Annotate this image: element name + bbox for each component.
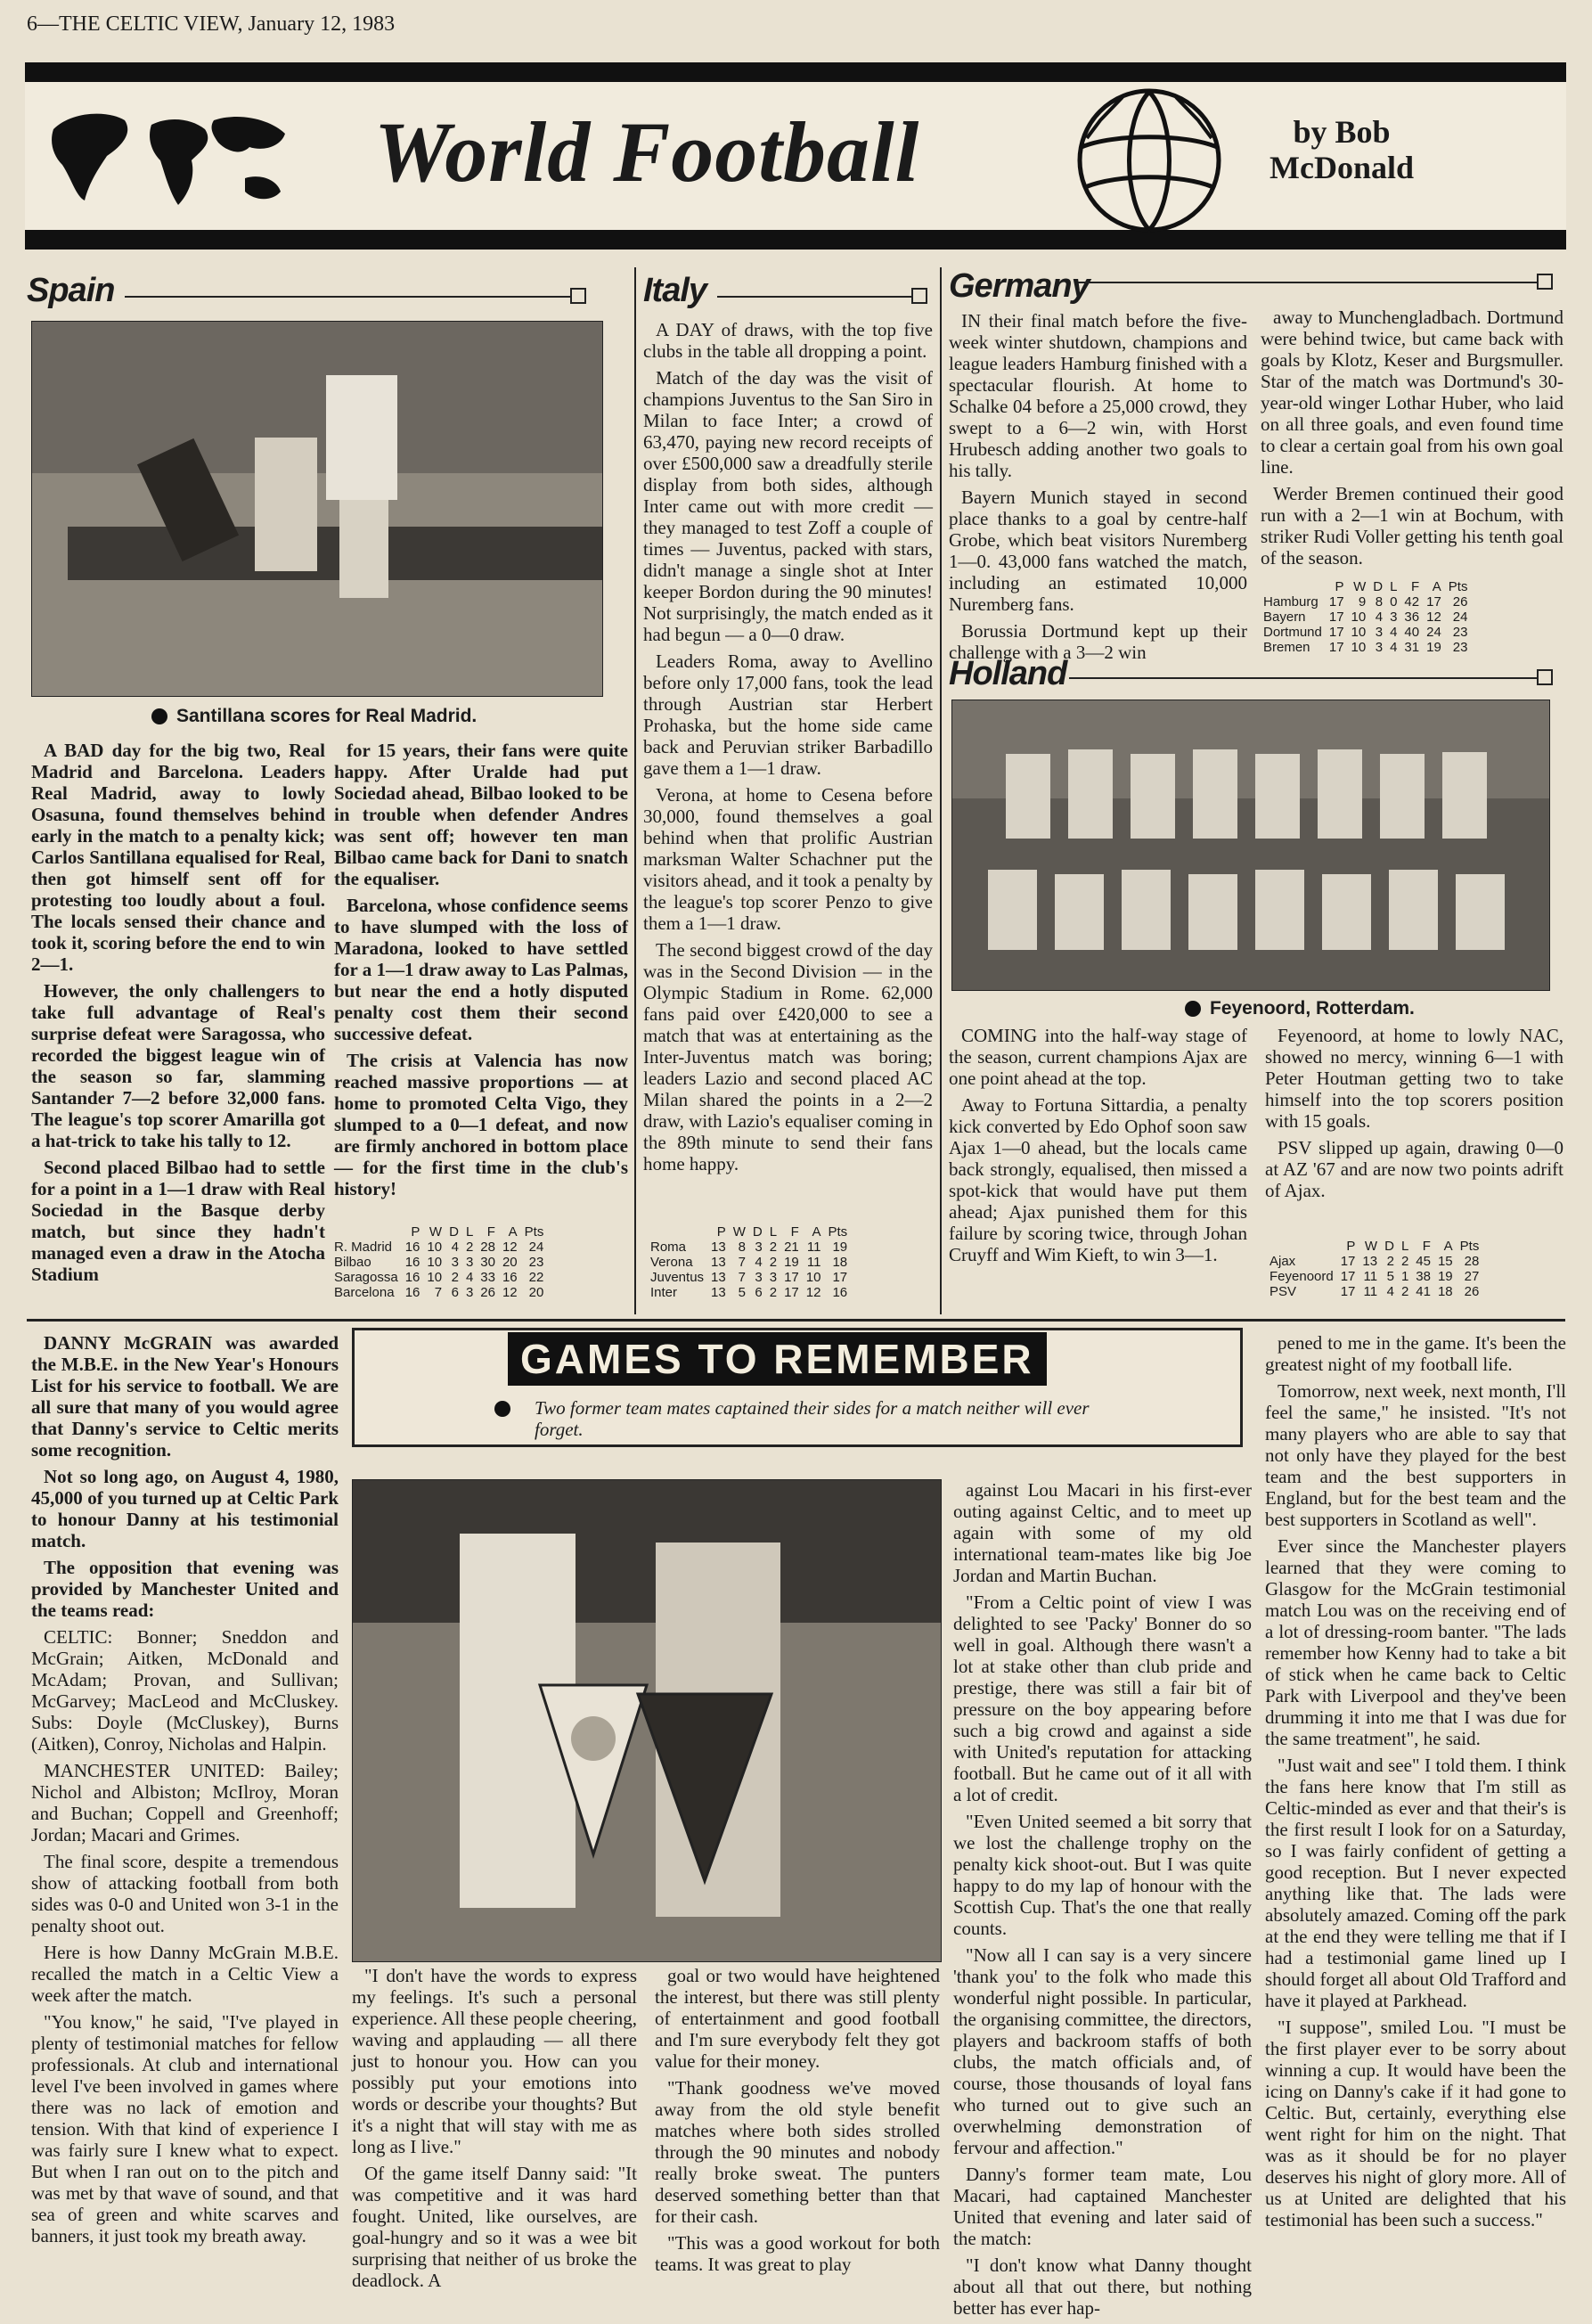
table-cell: 38 — [1416, 1269, 1431, 1284]
italy-para: Match of the day was the visit of champions Juventus to the San Siro in Milan to face Inter; a crowd of 63,470, paying new record receipts of over £500,000 saw a dreadfully sterile display from both sides, although Inter came out with more credit — they managed to test Zoff a couple of times — Juventus, packed with stars, didn't manage a single shot at Inter keeper Bordon during the 90 minutes! Not surprisingly, the match ended as it had begun — a 0—0 draw. — [643, 367, 933, 645]
table-cell: 21 — [784, 1240, 799, 1255]
games-col3-para: "This was a good workout for both teams. It was great to play — [655, 2232, 940, 2275]
table-cell: Bilbao — [334, 1255, 371, 1270]
table-cell: Saragossa — [334, 1270, 398, 1285]
table-cell: 19 — [832, 1240, 848, 1255]
table-row — [1270, 1269, 1482, 1284]
page-folio: 6—THE CELTIC VIEW, January 12, 1983 — [27, 12, 396, 36]
table-cell: 18 — [1437, 1284, 1453, 1299]
table-cell: 42 — [1404, 594, 1420, 610]
table-header: L — [1400, 1239, 1409, 1254]
spain-col1-para: Second placed Bilbao had to settle for a point in a 1—1 draw with Real Sociedad in the Basque derby match, but since they hadn't managed even a draw in the Atocha Stadium — [31, 1157, 325, 1285]
games-para: Here is how Danny McGrain M.B.E. recalled the match in a Celtic View a week after the match. — [31, 1942, 339, 2006]
table-cell: Ajax — [1270, 1254, 1296, 1269]
table-cell: 19 — [1426, 640, 1441, 655]
italy-league-table — [650, 1224, 851, 1300]
games-lineup-para: MANCHESTER UNITED: Bailey; Nichol and Albiston; McIlroy, Moran and Buchan; Coppell and Greenhoff; Jordan; Macari and Grimes. — [31, 1760, 339, 1845]
table-cell: 16 — [404, 1270, 420, 1285]
games-left-column — [31, 1332, 339, 2252]
table-cell: 11 — [806, 1255, 821, 1270]
table-cell: 13 — [711, 1270, 726, 1285]
table-header — [1263, 579, 1326, 594]
table-cell: 7 — [738, 1270, 746, 1285]
table-cell: Juventus — [650, 1270, 705, 1285]
football-icon — [1069, 85, 1229, 236]
games-col4-para: "From a Celtic point of view I was delighted to see 'Packy' Bonner do so well in goal. Although there wasn't a lot at stake other than club pride and prestige, there was still a fair bit of pressure on the boy appearing before such a big crowd and against a side with United's reputation for attacking football. But he came out of it all with a lot of credit. — [953, 1592, 1252, 1805]
table-cell: 10 — [427, 1240, 443, 1255]
table-cell: 20 — [502, 1255, 518, 1270]
table-cell: 4 — [465, 1270, 474, 1285]
holland-photo-caption — [1185, 998, 1415, 1019]
italy-para: Leaders Roma, away to Avellino before only 17,000 fans, took the lead through Austrian star Herbert Prohaska, but the home side came back and Peruvian striker Barbadillo gave them a 1—1 draw. — [643, 651, 933, 779]
table-cell: 3 — [1390, 610, 1398, 625]
spain-heading: Spain — [27, 272, 115, 309]
germany-column-2 — [1261, 307, 1563, 574]
table-cell: 8 — [1375, 594, 1384, 610]
table-cell: 11 — [1363, 1284, 1378, 1299]
games-intro-para: DANNY McGRAIN was awarded the M.B.E. in the New Year's Honours List for his service to football. We are all sure that many of you would agree that Danny's service to Celtic merits some recognition. — [31, 1332, 339, 1461]
table-cell: 19 — [1437, 1269, 1453, 1284]
table-row — [650, 1240, 851, 1255]
table-cell: 12 — [805, 1285, 821, 1300]
games-col4-para: "Now all I can say is a very sincere 'thank you' to the folk who made this wonderful night possible. In particular, the organising committee, the directors, players and backroom staffs of both clubs, the match officials and, of course, those thousands of loyal fans who turned out to give such an overwhelming demonstration of fervour and affection." — [953, 1944, 1252, 2158]
table-cell: 17 — [1340, 1284, 1356, 1299]
table-header: F — [1410, 579, 1420, 594]
table-cell: 4 — [451, 1240, 459, 1255]
byline — [1270, 114, 1414, 185]
table-row — [1263, 625, 1471, 640]
germany-heading: Germany — [949, 267, 1090, 305]
games-subtitle-bullet — [494, 1401, 519, 1417]
table-header-row — [1270, 1239, 1482, 1254]
table-cell: 2 — [1400, 1254, 1409, 1269]
table-cell: 5 — [738, 1285, 746, 1300]
italy-para: A DAY of draws, with the top five clubs in the table all dropping a point. — [643, 319, 933, 362]
table-cell: 23 — [1452, 640, 1468, 655]
bullet-icon — [494, 1401, 510, 1417]
table-cell: Roma — [650, 1240, 687, 1255]
holland-col1-para: Away to Fortuna Sittardia, a penalty kick converted by Edo Ophof soon saw Ajax 1—0 ahead, but the locals came back strongly, equalised, then missed a spot-kick that would have put them ahead; Ajax punished them for this failure by scoring twice, through Johan Cruyff and Wim Kieft, to win 3—1. — [949, 1094, 1247, 1265]
table-cell: 4 — [1390, 625, 1398, 640]
table-cell: 13 — [711, 1285, 726, 1300]
table-cell: 6 — [451, 1285, 459, 1300]
table-cell: 28 — [1464, 1254, 1480, 1269]
table-row — [334, 1255, 547, 1270]
table-cell: 45 — [1416, 1254, 1431, 1269]
games-intro-para: Not so long ago, on August 4, 1980, 45,000 of you turned up at Celtic Park to honour Danny at his testimonial match. — [31, 1466, 339, 1551]
table-cell: 33 — [480, 1270, 495, 1285]
table-cell: 2 — [769, 1240, 778, 1255]
table-header: W — [1353, 579, 1367, 594]
italy-heading: Italy — [643, 272, 707, 309]
table-header — [650, 1224, 707, 1240]
holland-rule — [1069, 677, 1537, 679]
germany-box-end — [1537, 274, 1553, 290]
section-divider — [27, 1319, 1565, 1322]
table-header: F — [486, 1224, 495, 1240]
germany-rule — [1078, 282, 1537, 283]
table-cell: 3 — [1375, 640, 1384, 655]
table-row — [1263, 640, 1471, 655]
spain-league-table — [334, 1224, 547, 1300]
table-cell: 28 — [480, 1240, 495, 1255]
table-header: A — [812, 1224, 821, 1240]
bullet-icon — [1185, 1001, 1201, 1017]
table-header: Pts — [1448, 579, 1468, 594]
germany-col2-para: Werder Bremen continued their good run with a 2—1 win at Bochum, with striker Rudi Voller getting his tenth goal of the season. — [1261, 483, 1563, 569]
table-cell: 17 — [1328, 594, 1344, 610]
table-row — [334, 1240, 547, 1255]
games-col5-para: "Just wait and see" I told them. I think the fans here know that I'm still as Celtic-minded as ever and that their's is the first result I look for on a Saturday, so I was fairly confident of getting a good reception. But I never expected anything like that. The lads were absolutely amazed. Coming off the park at the end they were telling me that if I had a testimonial game lined up I should forget all about Old Trafford and have it played at Parkhead. — [1265, 1755, 1566, 2011]
italy-para: The second biggest crowd of the day was in the Second Division — in the Olympic Stadium in Rome. 62,000 fans paid over £420,000 to see a match that was at entertaining as the Inter-Juventus match was boring; leaders Lazio and second placed AC Milan shared the points in a 2—2 draw, with Lazio's equaliser coming in the 89th minute to send their fans home happy. — [643, 939, 933, 1174]
games-para: "You know," he said, "I've played in plenty of testimonial matches for fellow professionals. At club and international level I've been involved in games where there was no lack of emotion and tension. With that kind of experience I was fairly sure I knew what to expect. But when I ran out on to the pitch and was met by that wave of sound, and that sea of green and white scarves and banners, it just took my breath away. — [31, 2011, 339, 2246]
table-cell: 17 — [1328, 610, 1344, 625]
spain-col1-para: A BAD day for the big two, Real Madrid and Barcelona. Leaders Real Madrid, away to lowly Osasuna, found themselves behind early in the match to a penalty kick; Carlos Santillana equalised for Real, then got himself sent off for protesting too loudly about a foul. The locals sensed their chance and took it, scoring before the end to win 2—1. — [31, 740, 325, 975]
table-header: A — [1432, 579, 1441, 594]
table-cell: 23 — [1452, 625, 1468, 640]
table-cell: 24 — [1426, 625, 1441, 640]
table-cell: 36 — [1404, 610, 1420, 625]
table-cell: 2 — [769, 1255, 778, 1270]
table-header-row — [334, 1224, 547, 1240]
table-header: D — [752, 1224, 763, 1240]
table-cell: 12 — [1426, 610, 1441, 625]
games-column-4 — [953, 1479, 1252, 2324]
table-cell: 4 — [1375, 610, 1384, 625]
table-cell: 17 — [832, 1270, 848, 1285]
holland-column-2 — [1265, 1025, 1563, 1207]
table-header: D — [1373, 579, 1384, 594]
table-header: L — [1390, 579, 1398, 594]
table-header: F — [790, 1224, 799, 1240]
germany-col2-para: away to Munchengladbach. Dortmund were behind twice, but came back with goals by Klotz, Keser and Burgsmuller. Star of the match was Dortmund's 30-year-old winger Lothar Huber, who laid on all three goals, and even found time to clear a certain goal from his own goal line. — [1261, 307, 1563, 478]
table-cell: 17 — [1340, 1254, 1356, 1269]
table-cell: 16 — [502, 1270, 518, 1285]
captains-handshake-image — [353, 1480, 941, 1961]
germany-column-1 — [949, 310, 1247, 668]
games-col5-para: Tomorrow, next week, next month, I'll feel the same," he insisted. "It's not many players who are able to say that not only have they played for the best team and the best supporters in England, but for the best team and the best supporters in Scotland as well". — [1265, 1380, 1566, 1530]
spain-match-photo — [31, 321, 603, 697]
table-cell: 10 — [1351, 640, 1367, 655]
table-cell: 8 — [738, 1240, 746, 1255]
games-to-remember-title: GAMES TO REMEMBER — [508, 1332, 1047, 1386]
games-col2-para: Of the game itself Danny said: "It was competitive and it was hard fought. United, like ourselves, are goal-hungry and so it was a wee bit surprising that neither of us broke the deadlock. A — [352, 2163, 637, 2291]
column-divider — [634, 267, 636, 1314]
table-cell: 10 — [427, 1270, 443, 1285]
table-cell: 2 — [769, 1285, 778, 1300]
table-cell: 5 — [1386, 1269, 1394, 1284]
holland-column-1 — [949, 1025, 1247, 1271]
table-cell: 26 — [480, 1285, 495, 1300]
table-row — [1270, 1254, 1482, 1269]
bullet-icon — [151, 708, 167, 724]
table-cell: 26 — [1452, 594, 1468, 610]
table-cell: 13 — [711, 1255, 726, 1270]
byline-line2: McDonald — [1270, 150, 1414, 185]
table-header: W — [732, 1224, 746, 1240]
table-header: D — [449, 1224, 459, 1240]
table-cell: 20 — [528, 1285, 544, 1300]
table-row — [650, 1285, 851, 1300]
table-cell: 7 — [434, 1285, 443, 1300]
table-header: W — [1364, 1239, 1378, 1254]
banner-title: World Football — [374, 104, 920, 200]
germany-col1-para: IN their final match before the five-week winter shutdown, champions and league leaders Hamburg finished with a spectacular flourish. At home to Schalke 04 before a 25,000 crowd, they swept to a 6—2 win, with Horst Hrubesch adding another two goals to his tally. — [949, 310, 1247, 481]
games-col4-para: against Lou Macari in his first-ever outing against Celtic, and to meet up again with some of my old international team-mates like big Joe Jordan and Martin Buchan. — [953, 1479, 1252, 1586]
captains-photo — [352, 1479, 942, 1962]
games-col4-para: "Even United seemed a bit sorry that we lost the challenge trophy on the penalty kick shoot-out. But I was quite happy to do my lap of honour with the Scottish Cup. That's the one that really counts. — [953, 1811, 1252, 1939]
table-cell: 3 — [1375, 625, 1384, 640]
table-header-row — [1263, 579, 1471, 594]
table-row — [334, 1285, 547, 1300]
table-cell: 31 — [1404, 640, 1420, 655]
table-cell: 11 — [1363, 1269, 1378, 1284]
table-cell: 19 — [784, 1255, 799, 1270]
table-row — [1263, 594, 1471, 610]
table-cell: 24 — [528, 1240, 544, 1255]
table-row — [650, 1270, 851, 1285]
table-cell: 17 — [784, 1285, 799, 1300]
table-cell: 40 — [1404, 625, 1420, 640]
italy-box-end — [911, 288, 927, 304]
games-subtitle: Two former team mates captained their sides for a match neither will ever forget. — [535, 1397, 1090, 1440]
column-divider — [940, 267, 942, 1314]
table-row — [1270, 1284, 1482, 1299]
table-cell: 17 — [1426, 594, 1441, 610]
world-map-icon — [36, 94, 294, 227]
team-photo-image — [952, 700, 1549, 990]
table-cell: 18 — [832, 1255, 848, 1270]
table-cell: 16 — [832, 1285, 848, 1300]
games-col5-para: pened to me in the game. It's been the greatest night of my football life. — [1265, 1332, 1566, 1375]
table-cell: 3 — [451, 1255, 459, 1270]
table-header — [334, 1224, 402, 1240]
games-intro-para: The opposition that evening was provided by Manchester United and the teams read: — [31, 1557, 339, 1621]
table-cell: 3 — [755, 1240, 763, 1255]
table-cell: 23 — [528, 1255, 544, 1270]
table-header: P — [1335, 579, 1344, 594]
table-cell: 17 — [784, 1270, 799, 1285]
table-header: W — [429, 1224, 443, 1240]
table-cell: 3 — [755, 1270, 763, 1285]
table-cell: 4 — [755, 1255, 763, 1270]
feyenoord-team-photo — [951, 700, 1550, 991]
table-cell: 10 — [805, 1270, 821, 1285]
table-cell: 2 — [1386, 1254, 1394, 1269]
spain-caption-text: Santillana scores for Real Madrid. — [176, 706, 478, 726]
table-cell: 4 — [1386, 1284, 1394, 1299]
table-cell: 17 — [1328, 625, 1344, 640]
table-header: A — [1443, 1239, 1453, 1254]
table-header: L — [465, 1224, 474, 1240]
table-cell: 9 — [1358, 594, 1367, 610]
table-cell: 11 — [806, 1240, 821, 1255]
holland-league-table — [1270, 1239, 1482, 1299]
table-cell: 13 — [1362, 1254, 1378, 1269]
games-col5-para: "I suppose", smiled Lou. "I must be the first player ever to be sorry about winning a cup. It would have been the icing on Danny's cake if it had gone to Celtic. But, certainly, everything else went right for him on the night. That was as it should be for no player deserves his night of glory more. All of us at United are delighted that his testimonial has been such a success." — [1265, 2017, 1566, 2230]
spain-photo-caption — [151, 706, 477, 727]
table-cell: 26 — [1464, 1284, 1480, 1299]
spain-col1-para: However, the only challengers to take full advantage of Real's surprise defeat were Saragossa, who recorded the biggest league win of the season so far, slamming Santander 7—2 before 32,000 fans. The league's top scorer Amarilla got a hat-trick to take his tally to 12. — [31, 980, 325, 1151]
table-cell: 10 — [1351, 625, 1367, 640]
table-cell: 16 — [404, 1255, 420, 1270]
table-cell: 22 — [528, 1270, 544, 1285]
table-cell: 3 — [769, 1270, 778, 1285]
table-cell: 24 — [1452, 610, 1468, 625]
table-cell: 16 — [404, 1285, 420, 1300]
table-header — [1270, 1239, 1337, 1254]
table-cell: 41 — [1416, 1284, 1431, 1299]
table-cell: 17 — [1328, 640, 1344, 655]
games-col4-para: "I don't know what Danny thought about all that out there, but nothing better has ever hap- — [953, 2254, 1252, 2319]
germany-col1-para: Borussia Dortmund kept up their challenge with a 3—2 win — [949, 620, 1247, 663]
games-lineup-para: CELTIC: Bonner; Sneddon and McGrain; Aitken, McDonald and McAdam; Provan, and Sullivan; McGarvey; MacLeod and McCluskey. Subs: Doyle (McCluskey), Burns (Aitken), Conroy, Nicholas and Halpin. — [31, 1626, 339, 1755]
table-header: L — [769, 1224, 778, 1240]
table-cell: Hamburg — [1263, 594, 1319, 610]
spain-col2-para: The crisis at Valencia has now reached massive proportions — at home to promoted Celta Vigo, they slumped to a 0—1 defeat, and now are firmly anchored in bottom place — for the first time in the club's history! — [334, 1050, 628, 1199]
table-cell: Inter — [650, 1285, 678, 1300]
games-column-2 — [352, 1965, 637, 2296]
table-cell: 0 — [1390, 594, 1398, 610]
table-cell: 3 — [465, 1255, 474, 1270]
football-action-image — [32, 322, 602, 696]
table-cell: Verona — [650, 1255, 693, 1270]
table-cell: R. Madrid — [334, 1240, 393, 1255]
germany-league-table — [1263, 579, 1471, 655]
table-cell: 12 — [502, 1240, 518, 1255]
table-header: P — [716, 1224, 726, 1240]
table-cell: 17 — [1340, 1269, 1356, 1284]
spain-column-1 — [31, 740, 325, 1290]
table-cell: 12 — [502, 1285, 518, 1300]
table-cell: 6 — [755, 1285, 763, 1300]
games-col5-para: Ever since the Manchester players learned that they were coming to Glasgow for the McGrain testimonial match Lou was on the receiving end of a lot of dressing-room banter. "The lads remember how Kenny had to take a bit of stick when he came back to Celtic Park with Liverpool and they've been drumming it into me that I was due for the same treatment", he said. — [1265, 1535, 1566, 1749]
table-header: P — [1346, 1239, 1356, 1254]
games-col3-para: goal or two would have heightened the interest, but there was still plenty of entertainment and good football and I'm sure everybody felt they got value for their money. — [655, 1965, 940, 2072]
games-para: The final score, despite a tremendous show of attacking football from both sides was 0-0 and United won 3-1 in the penalty shoot out. — [31, 1851, 339, 1936]
holland-heading: Holland — [949, 655, 1067, 692]
games-col4-para: Danny's former team mate, Lou Macari, had captained Manchester United that evening and later said of the match: — [953, 2164, 1252, 2249]
holland-col2-para: Feyenoord, at home to lowly NAC, showed no mercy, winning 6—1 with Peter Houtman getting two to take himself into the top scorers position with 15 goals. — [1265, 1025, 1563, 1132]
table-cell: Feyenoord — [1270, 1269, 1334, 1284]
table-cell: 10 — [1351, 610, 1367, 625]
table-header: A — [508, 1224, 518, 1240]
table-row — [1263, 610, 1471, 625]
table-cell: Bayern — [1263, 610, 1306, 625]
table-row — [334, 1270, 547, 1285]
spain-column-2 — [334, 740, 628, 1205]
italy-para: Verona, at home to Cesena before 30,000, found themselves a goal behind when that prolific Austrian marksman Walter Schachner put the visitors ahead, and it took a penalty by the league's top scorer Penzo to give them a 1—1 draw. — [643, 784, 933, 934]
table-header-row — [650, 1224, 851, 1240]
table-header: P — [411, 1224, 420, 1240]
table-cell: 30 — [480, 1255, 495, 1270]
table-header: F — [1422, 1239, 1431, 1254]
table-row — [650, 1255, 851, 1270]
table-cell: Dortmund — [1263, 625, 1322, 640]
games-column-5 — [1265, 1332, 1566, 2236]
table-cell: 16 — [404, 1240, 420, 1255]
holland-box-end — [1537, 669, 1553, 685]
table-cell: Bremen — [1263, 640, 1310, 655]
table-cell: 27 — [1464, 1269, 1480, 1284]
table-cell: 1 — [1400, 1269, 1409, 1284]
table-header: Pts — [1459, 1239, 1480, 1254]
table-cell: 7 — [738, 1255, 746, 1270]
table-cell: 2 — [1400, 1284, 1409, 1299]
games-column-3 — [655, 1965, 940, 2280]
table-cell: 2 — [451, 1270, 459, 1285]
table-cell: 4 — [1390, 640, 1398, 655]
italy-rule — [717, 296, 913, 298]
spain-rule — [125, 296, 570, 298]
table-cell: PSV — [1270, 1284, 1297, 1299]
table-cell: 10 — [427, 1255, 443, 1270]
spain-col2-para: Barcelona, whose confidence seems to have slumped with the loss of Maradona, looked to have settled for a 1—1 draw away to Las Palmas, but near the end a hotly disputed penalty cost them their second successive defeat. — [334, 895, 628, 1044]
games-col3-para: "Thank goodness we've moved away from the old style benefit matches where both sides strolled through the 90 minutes and nobody really broke sweat. The punters deserved something better than that for their cash. — [655, 2077, 940, 2227]
table-cell: 13 — [711, 1240, 726, 1255]
byline-line1: by Bob — [1293, 114, 1391, 150]
italy-column — [643, 319, 933, 1180]
table-header: Pts — [524, 1224, 544, 1240]
table-header: D — [1384, 1239, 1394, 1254]
table-cell: 15 — [1437, 1254, 1453, 1269]
table-cell: Barcelona — [334, 1285, 395, 1300]
holland-col2-para: PSV slipped up again, drawing 0—0 at AZ '67 and are now two points adrift of Ajax. — [1265, 1137, 1563, 1201]
germany-col1-para: Bayern Munich stayed in second place thanks to a goal by centre-half Grobe, which beat visitors Nuremberg 1—0. 43,000 fans watched the match, including an estimated 10,000 Nuremberg fans. — [949, 487, 1247, 615]
holland-caption-text: Feyenoord, Rotterdam. — [1210, 998, 1415, 1019]
games-col2-para: "I don't have the words to express my feelings. It's such a personal experience. All these people cheering, waving and applauding — all there just to honour you. How can you possibly put your emotions into words or describe your thoughts? But it's a night that will stay with me as long as I live." — [352, 1965, 637, 2157]
table-cell: 2 — [465, 1240, 474, 1255]
table-header: Pts — [828, 1224, 848, 1240]
table-cell: 3 — [465, 1285, 474, 1300]
spain-box-end — [570, 288, 586, 304]
spain-col2-para: for 15 years, their fans were quite happy. After Uralde had put Sociedad ahead, Bilbao looked to be in trouble when defender Andres was sent off; however ten man Bilbao came back for Dani to snatch the equaliser. — [334, 740, 628, 889]
holland-col1-para: COMING into the half-way stage of the season, current champions Ajax are one point ahead at the top. — [949, 1025, 1247, 1089]
